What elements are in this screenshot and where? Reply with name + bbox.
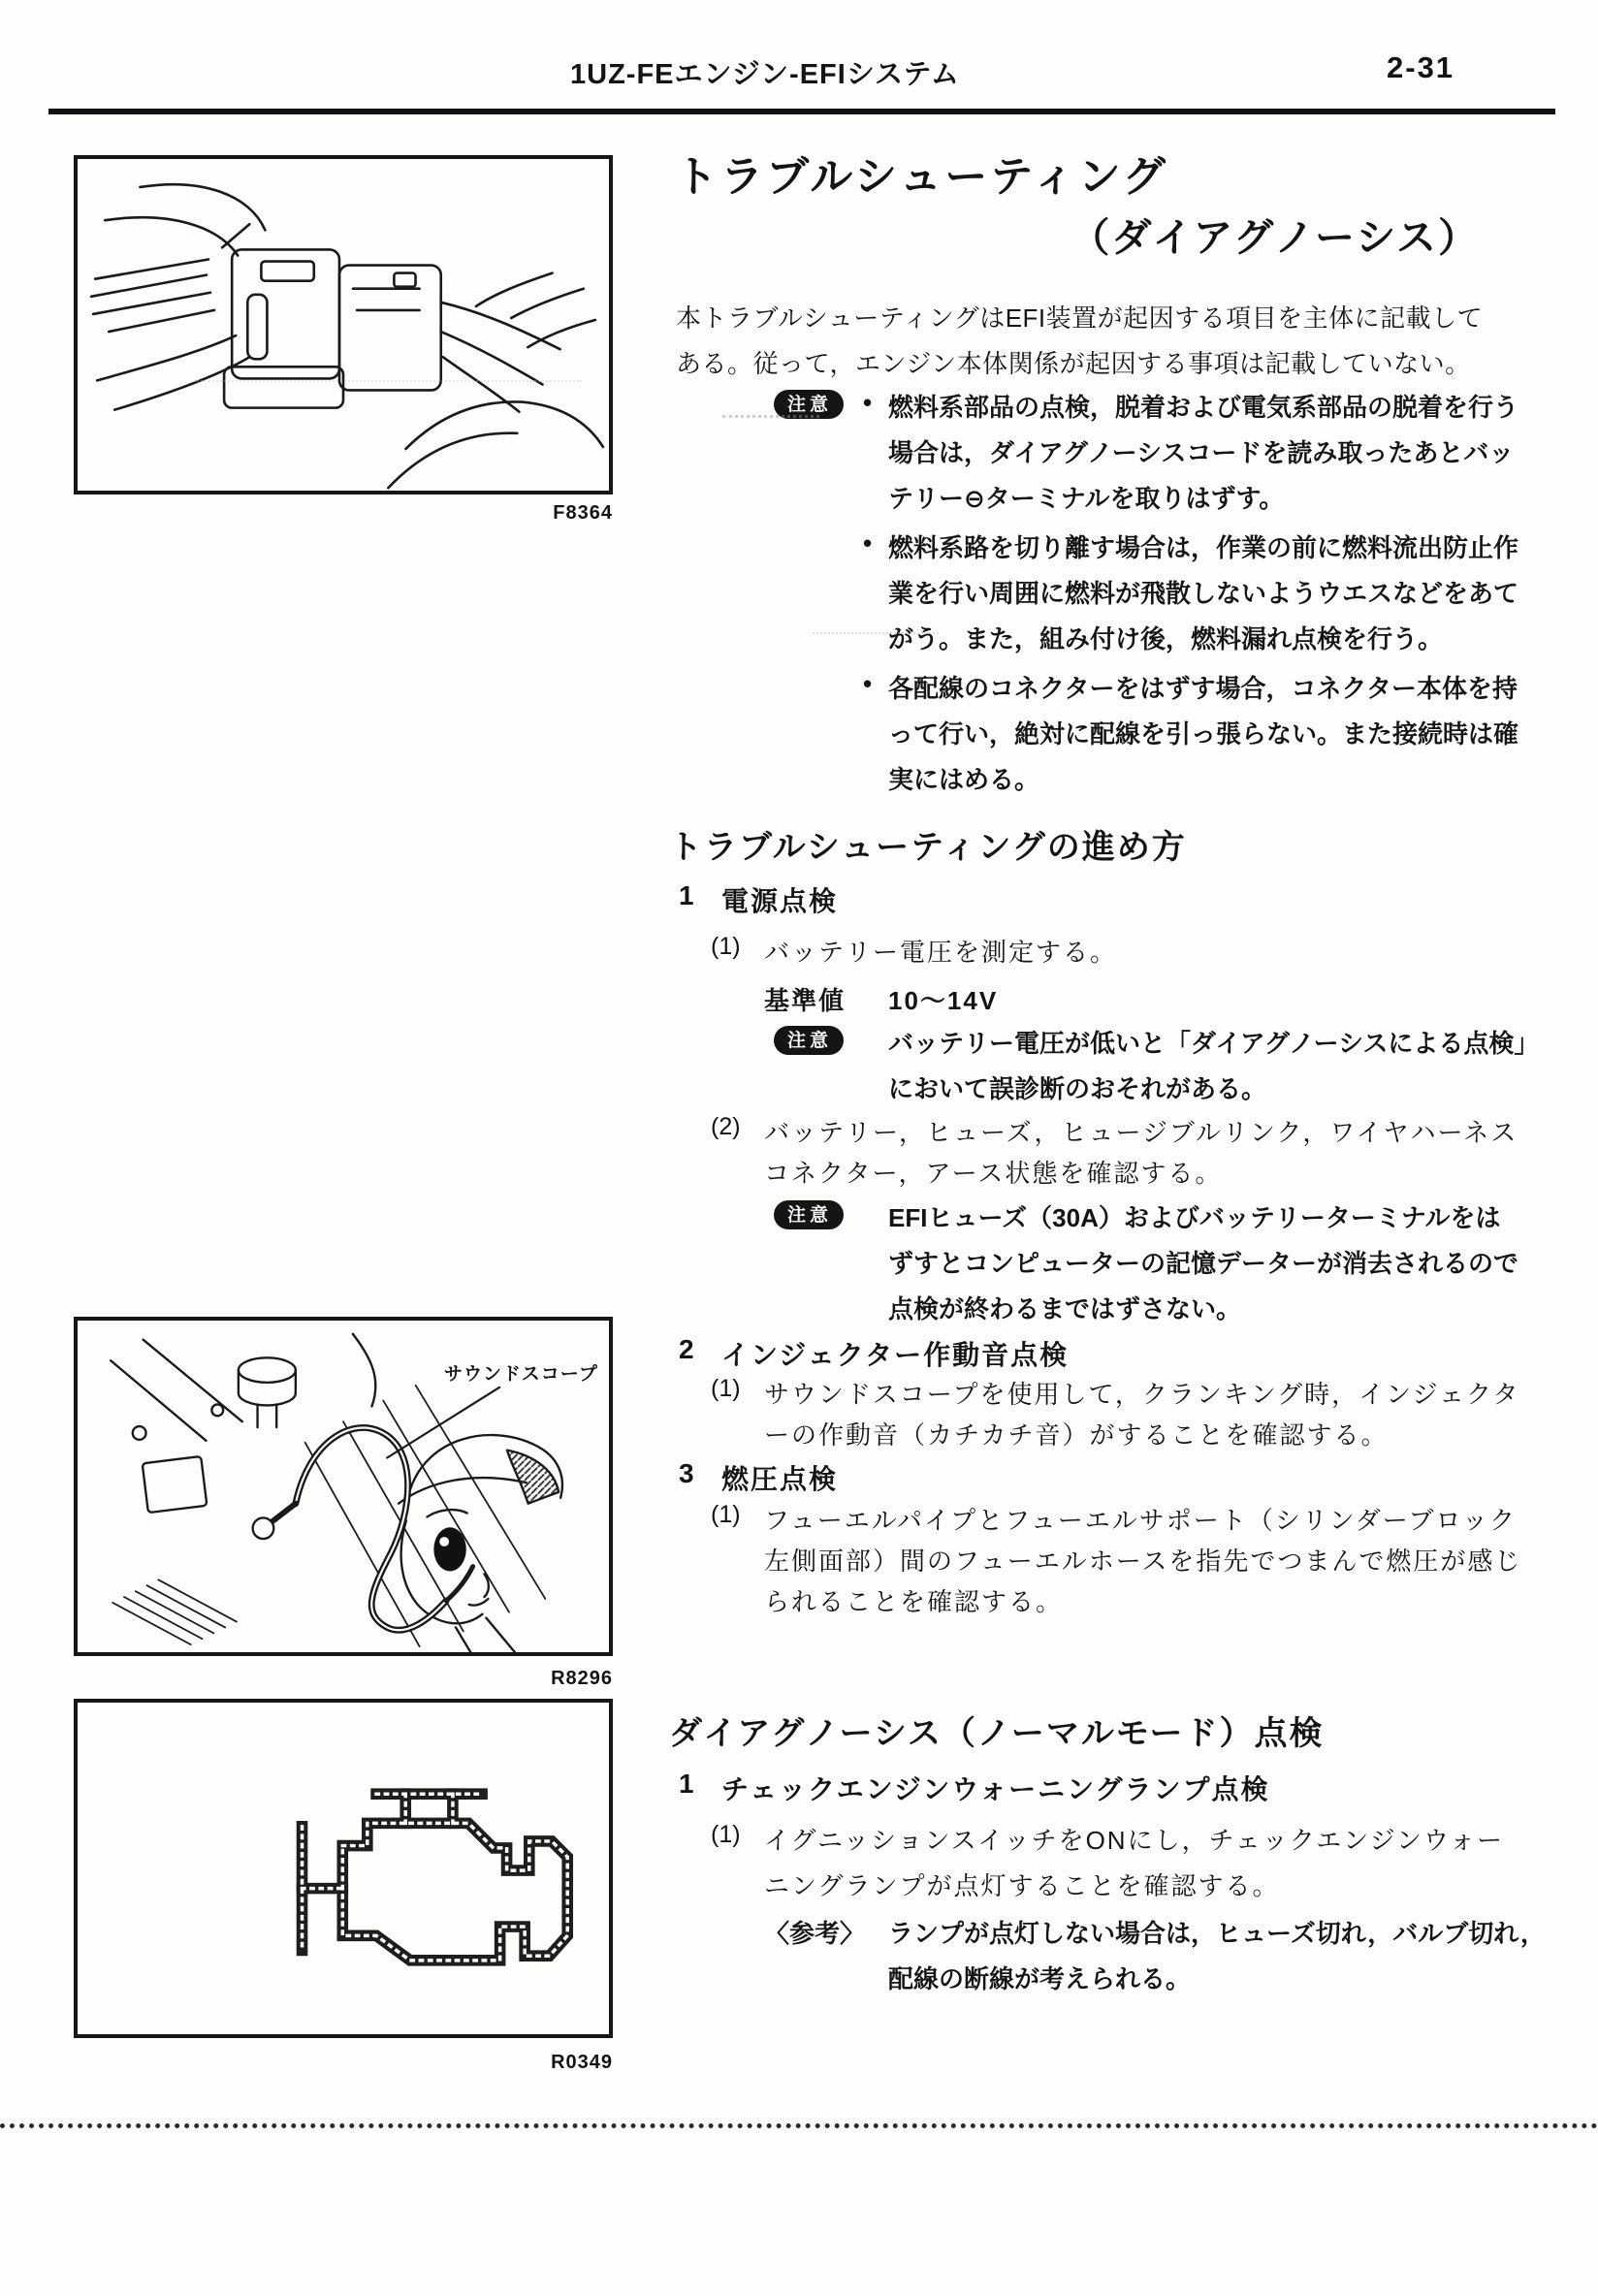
substep-line: バッテリー電圧を測定する。 [764,938,1118,967]
caution-badge: 注意 [774,1026,844,1055]
step-title: 燃圧点検 [721,1464,839,1494]
substep-line: イグニッションスイッチをONにし，チェックエンジンウォー [764,1826,1504,1855]
substep-line: ーの作動音（カチカチ音）がすることを確認する。 [764,1420,1389,1450]
intro-line: ある。従って，エンジン本体関係が起因する事項は記載していない。 [676,349,1471,378]
substep-number: (1) [711,1375,741,1402]
header-rule [48,109,1555,114]
note-line: バッテリー電圧が低いと「ダイアグノーシスによる点検」 [888,1029,1540,1058]
bottom-dotted-separator [0,2123,1598,2128]
scan-noise [722,415,819,418]
figure-sound-scope-check [74,1317,613,1656]
check-engine-symbol [78,1703,609,2034]
caution-item-line: がう。また，組み付け後，燃料漏れ点検を行う。 [888,624,1444,654]
substep-line: られることを確認する。 [764,1587,1064,1616]
substep-line: コネクター，アース状態を確認する。 [764,1159,1223,1188]
substep-line: バッテリー，ヒューズ，ヒュージブルリンク，ワイヤハーネス [764,1118,1518,1147]
step-number: 2 [679,1334,694,1364]
caution-item-line: 場合は，ダイアグノーシスコードを読み取ったあとバッ [888,438,1515,467]
connector-illustration [78,159,609,491]
caution-badge: 注意 [774,1200,844,1229]
note-line: において誤診断のおそれがある。 [888,1074,1267,1103]
figure2-code: R8296 [551,1668,613,1689]
substep-line: フューエルパイプとフューエルサポート（シリンダーブロック [764,1506,1517,1535]
page-title-line2: （ダイアグノーシス） [1070,215,1480,260]
caution-item-line: テリー⊖ターミナルを取りはずす。 [888,484,1285,513]
figure3-code: R0349 [551,2052,613,2073]
reference-line: ランプが点灯しない場合は，ヒューズ切れ，バルブ切れ， [888,1919,1546,1948]
reference-line: 配線の断線が考えられる。 [888,1964,1192,1993]
note-line: 点検が終わるまではずさない。 [888,1294,1242,1323]
caution-item-line: 実にはめる。 [888,765,1040,794]
substep-number: (2) [711,1113,741,1140]
caution-item-line: 業を行い周囲に燃料が飛散しないようウエスなどをあて [888,579,1519,608]
substep-number: (1) [711,933,741,960]
section-heading-procedure: トラブルシューティングの進め方 [669,829,1187,866]
page-header-title: 1UZ-FEエンジン-EFIシステム [570,59,960,90]
substep-number: (1) [711,1501,741,1528]
caution-badge: 注意 [774,390,844,419]
caution-item-line: • 燃料系部品の点検，脱着および電気系部品の脱着を行う [888,388,1518,424]
substep-number: (1) [711,1821,741,1848]
figure1-code: F8364 [553,502,613,524]
caution-item-line: • 各配線のコネクターをはずす場合，コネクター本体を持 [888,669,1518,705]
page-title-line1: トラブルシューティング [675,153,1168,201]
substep-line: 左側面部）間のフューエルホースを指先でつまんで燃圧が感じ [764,1547,1522,1576]
substep-line: サウンドスコープを使用して，クランキング時，インジェクタ [764,1380,1520,1409]
step-title: インジェクター作動音点検 [721,1340,1070,1370]
caution-item-line: って行い，絶対に配線を引っ張らない。また接続時は確 [888,719,1519,749]
page-number: 2-31 [1387,50,1455,84]
figure-connector-handling [74,155,613,494]
scan-noise [813,632,939,634]
step-title: 電源点検 [721,886,839,916]
step-number: 1 [679,880,694,910]
reference-label: 〈参考〉 [764,1919,866,1948]
scan-noise [194,380,582,382]
note-line: EFIヒューズ（30A）およびバッテリーターミナルをは [888,1203,1501,1232]
step-title: チェックエンジンウォーニングランプ点検 [721,1774,1270,1804]
section-heading-diagnosis: ダイアグノーシス（ノーマルモード）点検 [669,1715,1325,1752]
figure2-callout-label: サウンドスコープ [444,1364,598,1385]
spec-label: 基準値 [764,986,847,1015]
step-number: 1 [679,1769,694,1799]
spec-value: 10～14V [888,986,999,1015]
note-line: ずすとコンピューターの記憶データーが消去されるので [888,1249,1519,1278]
substep-line: ニングランプが点灯することを確認する。 [764,1871,1280,1900]
caution-item-line: • 燃料系路を切り離す場合は，作業の前に燃料流出防止作 [888,528,1518,564]
figure-check-engine-lamp [74,1699,613,2038]
step-number: 3 [679,1458,694,1488]
intro-line: 本トラブルシューティングはEFI装置が起因する項目を主体に記載して [676,303,1484,333]
